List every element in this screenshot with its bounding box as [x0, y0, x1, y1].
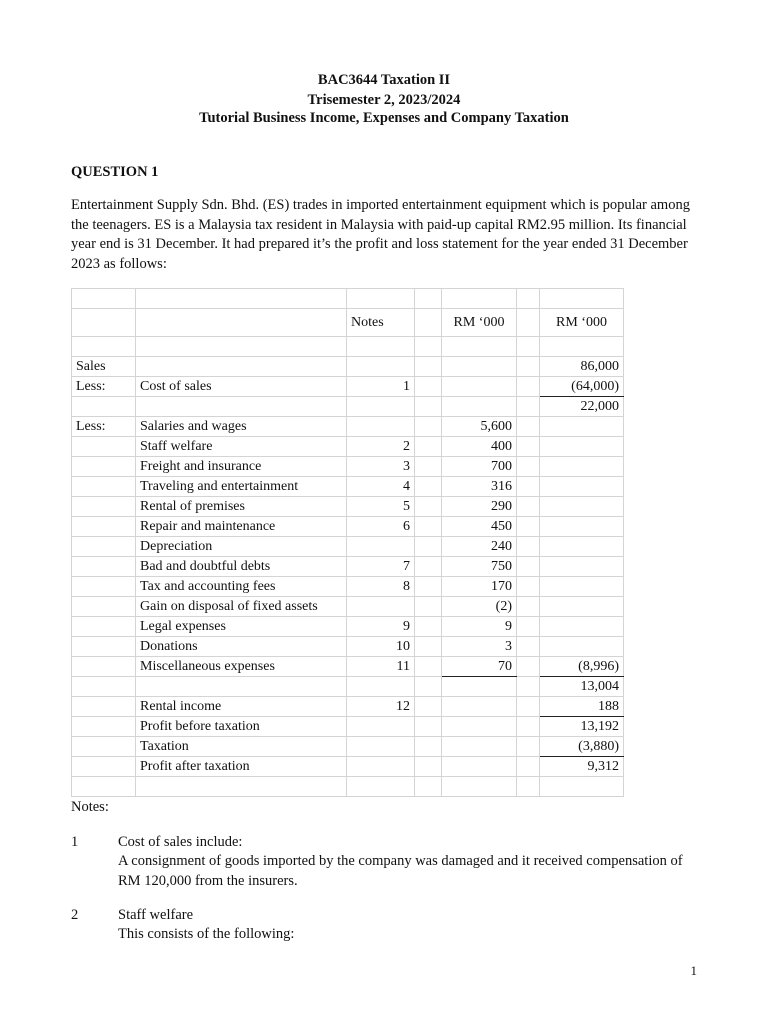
row-amount-1: 316	[442, 477, 517, 497]
row-note: 4	[347, 477, 415, 497]
row-label	[72, 457, 136, 477]
table-row	[72, 517, 624, 537]
header-notes: Notes	[347, 309, 415, 337]
row-amount-1: 290	[442, 497, 517, 517]
table-row	[72, 557, 624, 577]
row-amount-2	[540, 437, 624, 457]
row-label	[72, 437, 136, 457]
question-title: QUESTION 1	[71, 164, 159, 180]
note-number: 2	[71, 907, 79, 923]
doc-tutorial-title: Tutorial Business Income, Expenses and Company Taxation	[199, 110, 569, 126]
row-amount-2: (64,000)	[540, 377, 624, 397]
table-row	[72, 717, 624, 737]
row-amount-1	[442, 737, 517, 757]
row-amount-2	[540, 597, 624, 617]
row-item: Freight and insurance	[136, 457, 347, 477]
row-item: Staff welfare	[136, 437, 347, 457]
row-amount-2	[540, 557, 624, 577]
row-amount-1: (2)	[442, 597, 517, 617]
row-label	[72, 617, 136, 637]
row-amount-1	[442, 377, 517, 397]
row-label	[72, 757, 136, 777]
doc-trimester: Trisemester 2, 2023/2024	[307, 92, 461, 108]
row-label: Sales	[72, 357, 136, 377]
row-item: Rental income	[136, 697, 347, 717]
table-row	[72, 537, 624, 557]
table-row	[72, 477, 624, 497]
row-note: 3	[347, 457, 415, 477]
row-note	[347, 417, 415, 437]
row-label	[72, 397, 136, 417]
row-amount-2: 13,192	[540, 717, 624, 737]
header-rm1: RM ‘000	[442, 309, 517, 337]
row-amount-1: 240	[442, 537, 517, 557]
row-item: Taxation	[136, 737, 347, 757]
row-amount-1: 3	[442, 637, 517, 657]
row-amount-2	[540, 457, 624, 477]
row-amount-2	[540, 637, 624, 657]
table-row	[72, 577, 624, 597]
doc-course-title: BAC3644 Taxation II	[317, 72, 451, 88]
row-label	[72, 717, 136, 737]
row-amount-1: 70	[442, 657, 517, 677]
row-amount-1: 400	[442, 437, 517, 457]
row-amount-2	[540, 517, 624, 537]
row-amount-1	[442, 717, 517, 737]
row-amount-1	[442, 677, 517, 697]
row-amount-2: 188	[540, 697, 624, 717]
row-note: 6	[347, 517, 415, 537]
row-note: 9	[347, 617, 415, 637]
row-label	[72, 497, 136, 517]
table-row	[72, 437, 624, 457]
intro-paragraph: Entertainment Supply Sdn. Bhd. (ES) trades in imported entertainment equipment which is popular among the teenagers. ES is a Malaysia tax resident in Malaysia with paid-up capital RM2.95 million. Its financial year end is 31 December. It had prepared it’s the profit and loss statement for the year ended 31 December 2023 as follows:	[71, 197, 690, 272]
row-note	[347, 397, 415, 417]
row-amount-1	[442, 697, 517, 717]
row-item: Legal expenses	[136, 617, 347, 637]
row-item: Miscellaneous expenses	[136, 657, 347, 677]
row-note: 12	[347, 697, 415, 717]
row-item	[136, 357, 347, 377]
row-amount-2: (3,880)	[540, 737, 624, 757]
row-note	[347, 737, 415, 757]
row-note: 7	[347, 557, 415, 577]
row-label	[72, 477, 136, 497]
row-note	[347, 717, 415, 737]
row-label	[72, 677, 136, 697]
table-row	[72, 457, 624, 477]
table-row	[72, 697, 624, 717]
table-row	[72, 737, 624, 757]
row-label: Less:	[72, 377, 136, 397]
row-item: Rental of premises	[136, 497, 347, 517]
row-amount-2	[540, 577, 624, 597]
table-row	[72, 417, 624, 437]
row-label	[72, 697, 136, 717]
row-item: Cost of sales	[136, 377, 347, 397]
row-label	[72, 737, 136, 757]
table-row	[72, 357, 624, 377]
table-row	[72, 637, 624, 657]
row-amount-1: 700	[442, 457, 517, 477]
row-amount-2: (8,996)	[540, 657, 624, 677]
table-row	[72, 597, 624, 617]
row-item: Depreciation	[136, 537, 347, 557]
row-amount-2: 86,000	[540, 357, 624, 377]
notes-label: Notes:	[71, 799, 109, 815]
row-item: Gain on disposal of fixed assets	[136, 597, 347, 617]
row-item: Bad and doubtful debts	[136, 557, 347, 577]
row-label	[72, 637, 136, 657]
row-note	[347, 537, 415, 557]
row-amount-1	[442, 397, 517, 417]
row-item: Salaries and wages	[136, 417, 347, 437]
row-label	[72, 577, 136, 597]
row-note: 8	[347, 577, 415, 597]
row-amount-1	[442, 357, 517, 377]
row-amount-1: 450	[442, 517, 517, 537]
row-item	[136, 677, 347, 697]
row-item: Tax and accounting fees	[136, 577, 347, 597]
table-row	[72, 657, 624, 677]
row-amount-2: 9,312	[540, 757, 624, 777]
row-note	[347, 677, 415, 697]
note-text: This consists of the following:	[118, 926, 295, 942]
row-item: Repair and maintenance	[136, 517, 347, 537]
row-item	[136, 397, 347, 417]
row-label	[72, 537, 136, 557]
row-amount-1	[442, 757, 517, 777]
row-item: Profit before taxation	[136, 717, 347, 737]
row-label	[72, 557, 136, 577]
row-note: 1	[347, 377, 415, 397]
row-amount-1: 170	[442, 577, 517, 597]
row-item: Profit after taxation	[136, 757, 347, 777]
table-row	[72, 377, 624, 397]
table-row	[72, 397, 624, 417]
table-row	[72, 677, 624, 697]
row-amount-1: 5,600	[442, 417, 517, 437]
row-amount-2: 13,004	[540, 677, 624, 697]
row-amount-2	[540, 497, 624, 517]
row-note: 2	[347, 437, 415, 457]
row-amount-1: 9	[442, 617, 517, 637]
note-title: Staff welfare	[118, 907, 194, 923]
table-row	[72, 617, 624, 637]
row-item: Traveling and entertainment	[136, 477, 347, 497]
row-amount-2	[540, 617, 624, 637]
note-title: Cost of sales include:	[118, 834, 243, 850]
row-amount-2	[540, 537, 624, 557]
row-amount-2: 22,000	[540, 397, 624, 417]
table-row	[72, 497, 624, 517]
row-amount-2	[540, 477, 624, 497]
row-label	[72, 657, 136, 677]
row-label	[72, 517, 136, 537]
row-note: 10	[347, 637, 415, 657]
note-number: 1	[71, 834, 79, 850]
row-note	[347, 357, 415, 377]
header-rm2: RM ‘000	[540, 309, 624, 337]
row-note	[347, 757, 415, 777]
row-amount-1: 750	[442, 557, 517, 577]
row-amount-2	[540, 417, 624, 437]
row-label	[72, 597, 136, 617]
page-number: 1	[690, 963, 697, 978]
row-item: Donations	[136, 637, 347, 657]
row-label: Less:	[72, 417, 136, 437]
profit-loss-table	[71, 288, 624, 797]
row-note: 5	[347, 497, 415, 517]
row-note	[347, 597, 415, 617]
table-row	[72, 757, 624, 777]
row-note: 11	[347, 657, 415, 677]
note-text: A consignment of goods imported by the company was damaged and it received compensation of RM 120,000 from the insurers.	[118, 853, 683, 889]
